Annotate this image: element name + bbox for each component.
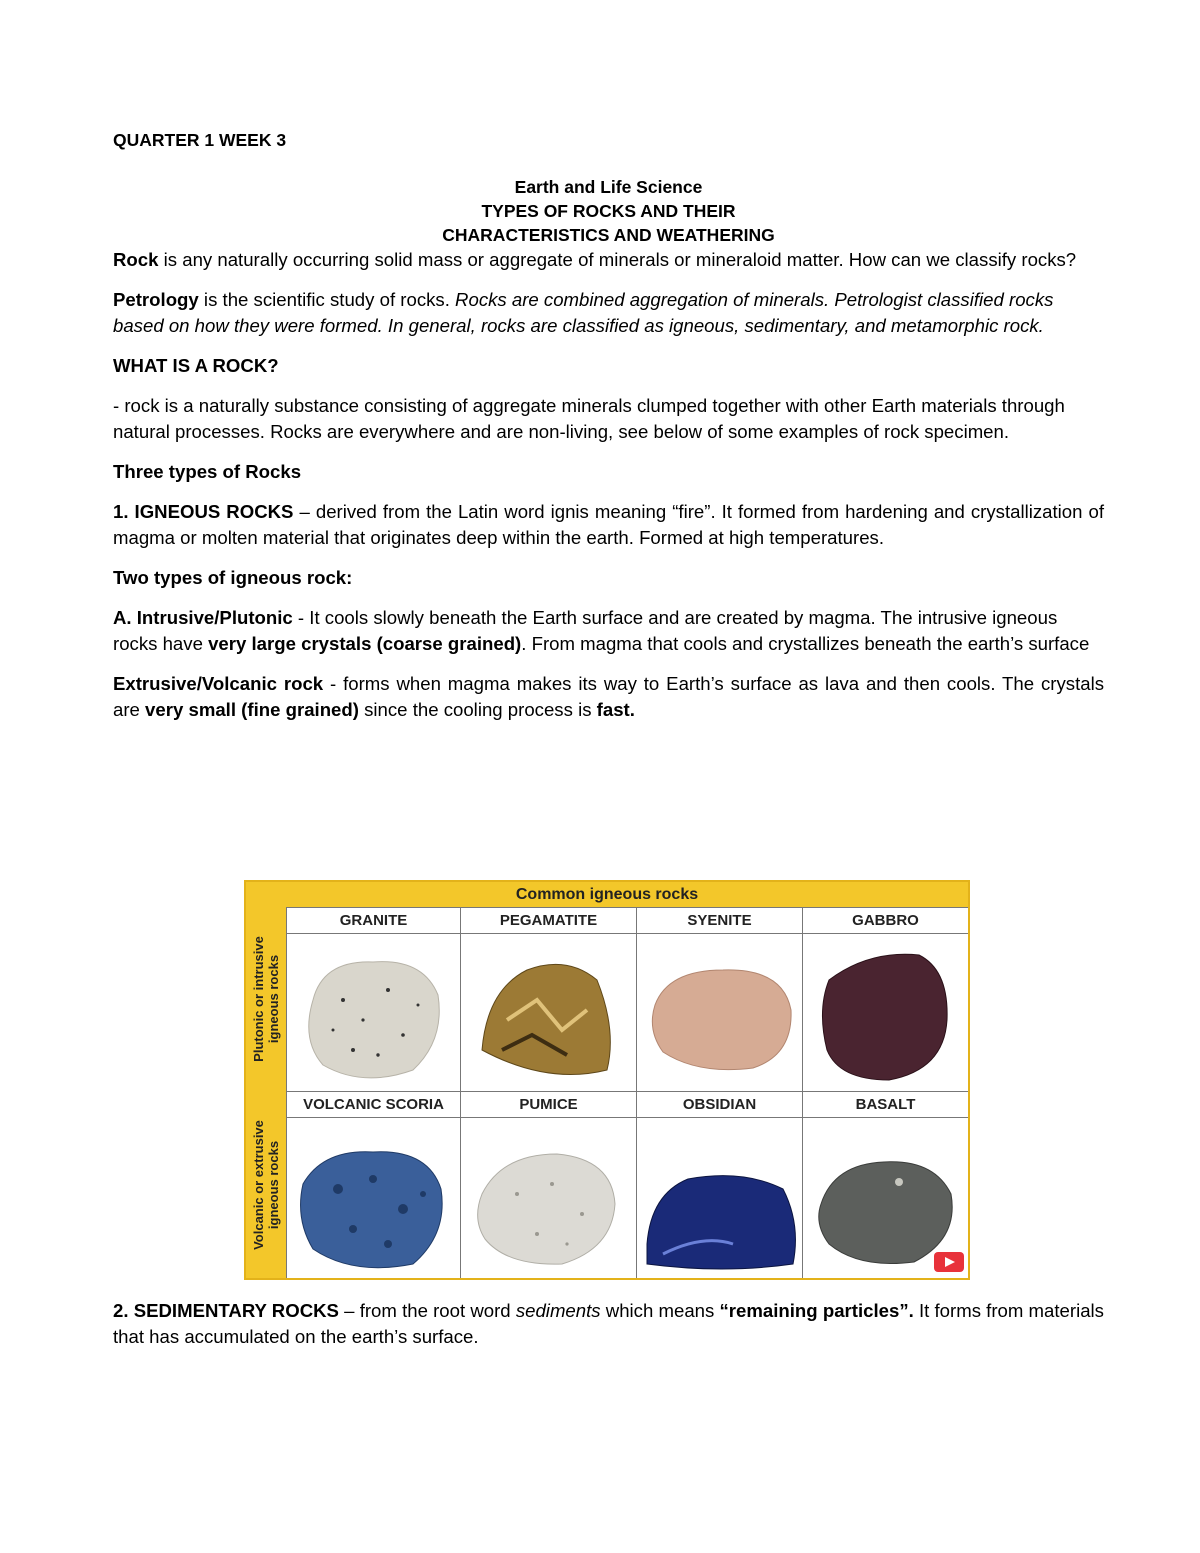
granite-label: GRANITE (287, 908, 460, 934)
petrology-paragraph: Petrology is the scientific study of rocks. Rocks are combined aggregation of minerals. Petrologist classified rocks based on how they were formed. In general, rocks are classified as igneous, sedimentary, and metamorphic rock. (113, 289, 1054, 336)
rock-term: Rock (113, 249, 159, 270)
figure-title: Common igneous rocks (246, 882, 968, 907)
basalt-cell (802, 1091, 968, 1278)
syenite-cell (636, 907, 802, 1091)
scoria-label: VOLCANIC SCORIA (287, 1092, 460, 1118)
obsidian-image (643, 1124, 799, 1276)
extrusive-term: Extrusive/Volcanic rock (113, 673, 324, 694)
plutonic-row-label: Plutonic or intrusive igneous rocks (246, 907, 286, 1091)
document-title (113, 175, 1104, 247)
gabbro-cell (802, 907, 968, 1091)
pumice-cell (460, 1091, 636, 1278)
sedimentary-term: 2. SEDIMENTARY ROCKS (113, 1300, 339, 1321)
two-types-heading: Two types of igneous rock: (113, 567, 353, 588)
pegmatite-label: PEGAMATITE (461, 908, 636, 934)
intrusive-paragraph: A. Intrusive/Plutonic - It cools slowly beneath the Earth surface and are created by magma. The intrusive igneous rocks have very large crystals (coarse grained). From magma that cools and crystallizes beneath the earth’s surface (113, 607, 1090, 654)
scoria-image (293, 1124, 453, 1276)
title-line-2: CHARACTERISTICS AND WEATHERING (442, 225, 775, 245)
pegmatite-image (467, 940, 629, 1088)
gabbro-image (809, 940, 961, 1088)
rock-definition: Rock is any naturally occurring solid mass or aggregate of minerals or mineraloid matter. How can we classify rocks? (113, 249, 1077, 270)
document-page (113, 127, 1104, 723)
gabbro-label: GABBRO (803, 908, 968, 934)
igneous-term: 1. IGNEOUS ROCKS (113, 501, 294, 522)
intrusive-term: A. Intrusive/Plutonic (113, 607, 293, 628)
igneous-rocks-figure (244, 880, 970, 1280)
sedimentary-paragraph: 2. SEDIMENTARY ROCKS – from the root word sediments which means “remaining particles”. It forms from materials that has accumulated on the earth’s surface. (113, 1300, 1104, 1347)
volcanic-row-label: Volcanic or extrusive igneous rocks (246, 1091, 286, 1278)
week-heading: QUARTER 1 WEEK 3 (113, 130, 287, 150)
pumice-label: PUMICE (461, 1092, 636, 1118)
sedimentary-section (113, 1298, 1104, 1350)
extrusive-paragraph: Extrusive/Volcanic rock - forms when magma makes its way to Earth’s surface as lava and then cools. The crystals are very small (fine grained) since the cooling process is fast. (113, 673, 1104, 720)
syenite-label: SYENITE (637, 908, 802, 934)
play-icon[interactable] (934, 1252, 964, 1272)
subject-title: Earth and Life Science (514, 177, 703, 197)
what-is-rock-heading: WHAT IS A ROCK? (113, 355, 279, 376)
granite-image (293, 940, 453, 1088)
title-line-1: TYPES OF ROCKS AND THEIR (481, 201, 736, 221)
pegmatite-cell (460, 907, 636, 1091)
igneous-paragraph: 1. IGNEOUS ROCKS – derived from the Latin word ignis meaning “fire”. It formed from hardening and crystallization of magma or molten material that originates deep within the earth. Formed at high temperatures. (113, 501, 1104, 548)
granite-cell (286, 907, 460, 1091)
obsidian-cell (636, 1091, 802, 1278)
syenite-image (643, 940, 795, 1088)
pumice-image (467, 1124, 629, 1276)
petrology-term: Petrology (113, 289, 199, 310)
what-is-rock-text: - rock is a naturally substance consisting of aggregate minerals clumped together with other Earth materials through natural processes. Rocks are everywhere and are non-living, see below of some examples of rock specimen. (113, 395, 1065, 442)
basalt-label: BASALT (803, 1092, 968, 1118)
three-types-heading: Three types of Rocks (113, 461, 302, 482)
obsidian-label: OBSIDIAN (637, 1092, 802, 1118)
scoria-cell (286, 1091, 460, 1278)
